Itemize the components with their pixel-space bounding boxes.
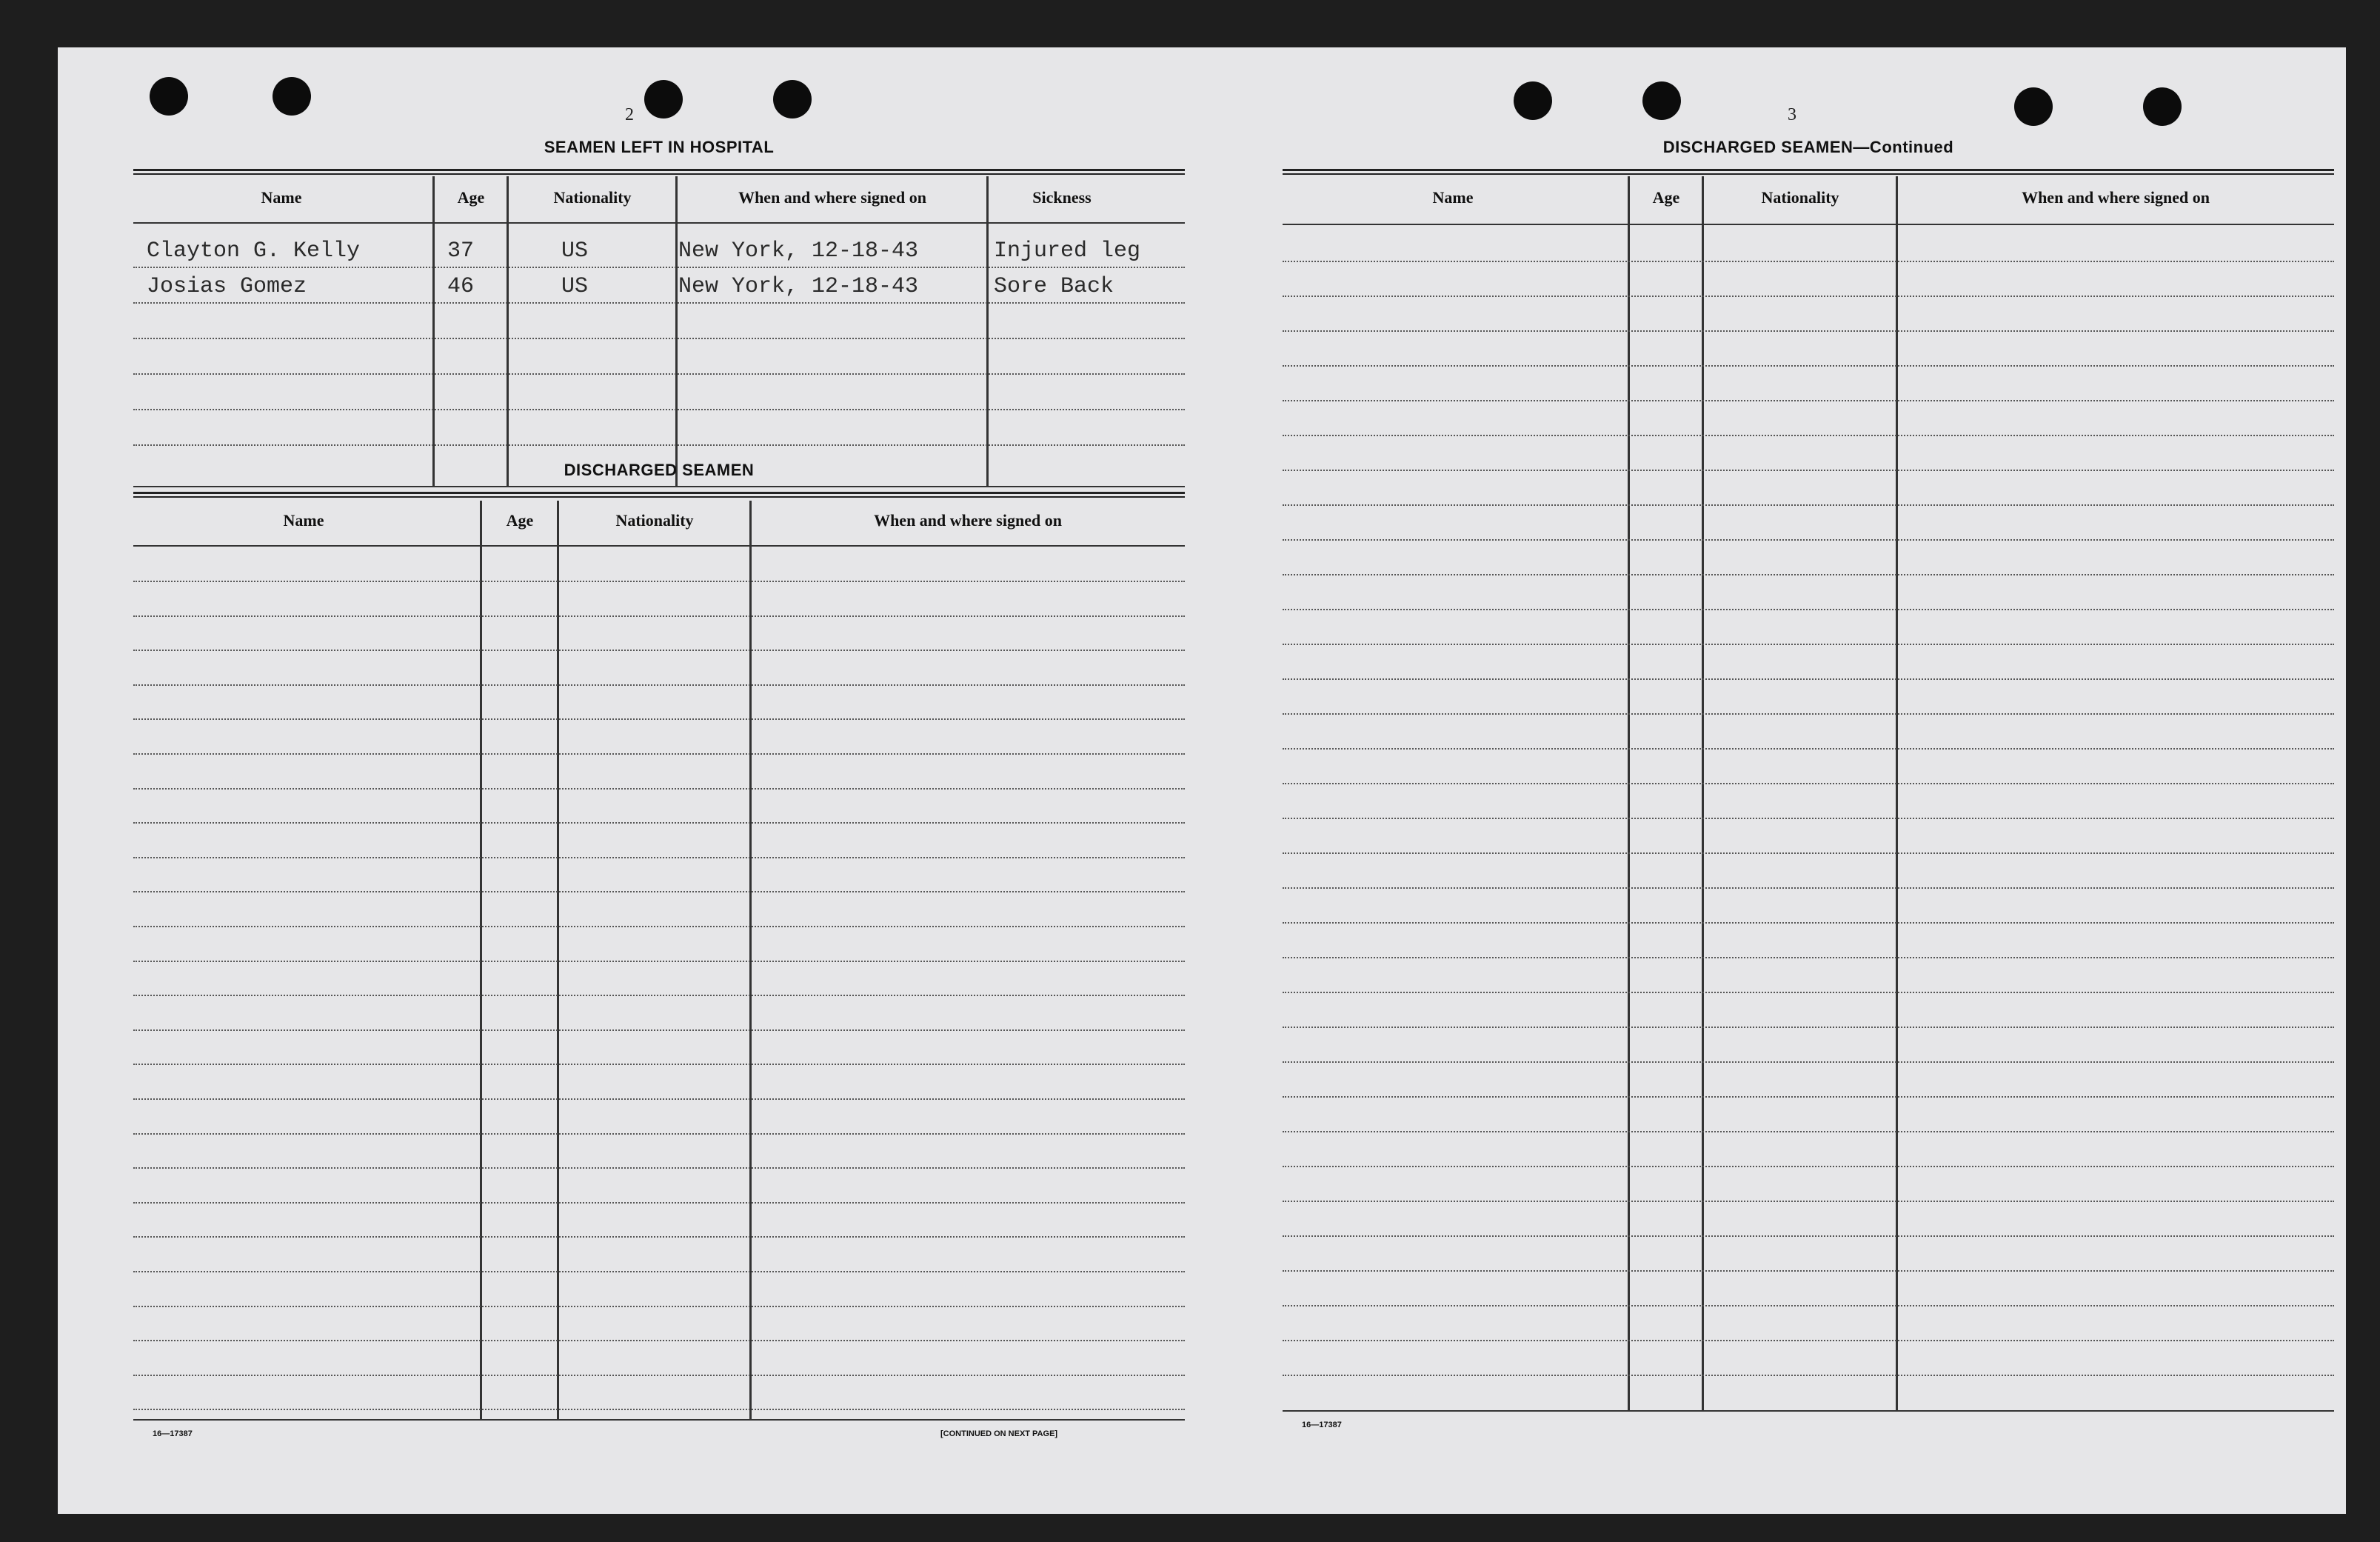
hospital-bottom-rule — [133, 486, 1185, 487]
punch-hole — [150, 77, 188, 116]
discharged-col-name: Name — [283, 511, 324, 530]
table-row-rule — [133, 1202, 1185, 1204]
right-header-rule — [1283, 224, 2334, 225]
table-row-rule — [1283, 1305, 2334, 1306]
hospital-col-name: Name — [261, 188, 302, 207]
punch-hole — [773, 80, 812, 119]
table-row-rule — [1283, 1061, 2334, 1063]
table-row-rule — [133, 1375, 1185, 1376]
hospital-row-1-sickness: Injured leg — [994, 238, 1141, 264]
table-row-rule — [1283, 922, 2334, 924]
hospital-row-rule — [133, 302, 1185, 304]
table-row-rule — [133, 753, 1185, 755]
table-row-rule — [1283, 957, 2334, 958]
table-row-rule — [133, 615, 1185, 617]
table-row-rule — [1283, 1166, 2334, 1167]
discharged-col-nationality: Nationality — [615, 511, 694, 530]
table-row-rule — [1283, 852, 2334, 854]
hospital-row-2-nationality: US — [561, 274, 589, 299]
table-row-rule — [1283, 400, 2334, 401]
right-top-rule — [1283, 169, 2334, 175]
hospital-row-rule — [133, 338, 1185, 339]
table-row-rule — [133, 1098, 1185, 1100]
discharged-bottom-rule — [133, 1419, 1185, 1421]
table-row-rule — [1283, 1096, 2334, 1098]
hospital-row-rule — [133, 267, 1185, 268]
hospital-row-rule — [133, 409, 1185, 410]
right-page-number: 3 — [1788, 105, 1796, 124]
discharged-top-rule — [133, 492, 1185, 498]
punch-hole — [273, 77, 311, 116]
discharged-col-signed-on: When and where signed on — [874, 511, 1062, 530]
punch-hole — [644, 80, 683, 119]
table-row-rule — [133, 995, 1185, 996]
hospital-section-title: SEAMEN LEFT IN HOSPITAL — [544, 138, 775, 156]
hospital-row-rule — [133, 444, 1185, 446]
table-row-rule — [133, 822, 1185, 824]
right-col-divider — [1702, 176, 1704, 1410]
table-row-rule — [1283, 504, 2334, 506]
right-col-age: Age — [1652, 188, 1680, 207]
hospital-row-2-signed-on: New York, 12-18-43 — [678, 274, 919, 299]
table-row-rule — [1283, 748, 2334, 750]
punch-hole — [1514, 81, 1552, 120]
hospital-row-1-signed-on: New York, 12-18-43 — [678, 238, 919, 264]
table-row-rule — [1283, 435, 2334, 436]
hospital-header-rule — [133, 222, 1185, 224]
table-row-rule — [1283, 296, 2334, 297]
table-row-rule — [1283, 644, 2334, 645]
table-row-rule — [1283, 574, 2334, 575]
punch-hole — [1642, 81, 1681, 120]
discharged-header-rule — [133, 545, 1185, 547]
right-bottom-rule — [1283, 1410, 2334, 1412]
table-row-rule — [1283, 713, 2334, 715]
table-row-rule — [133, 684, 1185, 686]
right-col-divider — [1896, 176, 1898, 1410]
table-row-rule — [1283, 887, 2334, 889]
document-sheet — [58, 47, 2346, 1514]
hospital-row-1-nationality: US — [561, 238, 589, 264]
table-row-rule — [133, 1029, 1185, 1031]
table-row-rule — [1283, 609, 2334, 610]
table-row-rule — [1283, 1201, 2334, 1202]
table-row-rule — [133, 1236, 1185, 1238]
table-row-rule — [1283, 1027, 2334, 1028]
table-row-rule — [133, 1306, 1185, 1307]
hospital-col-divider — [507, 176, 509, 486]
table-row-rule — [133, 1133, 1185, 1135]
hospital-row-2-sickness: Sore Back — [994, 274, 1114, 299]
hospital-col-signed-on: When and where signed on — [738, 188, 926, 207]
hospital-row-1-age: 37 — [447, 238, 475, 264]
discharged-section-title: DISCHARGED SEAMEN — [564, 461, 755, 479]
table-row-rule — [133, 718, 1185, 720]
left-page-number: 2 — [625, 105, 634, 124]
table-row-rule — [1283, 539, 2334, 541]
hospital-top-rule — [133, 169, 1185, 175]
hospital-col-age: Age — [457, 188, 485, 207]
right-col-divider — [1628, 176, 1630, 1410]
punch-hole — [2014, 87, 2053, 126]
hospital-col-divider — [675, 176, 678, 486]
hospital-row-1-name: Clayton G. Kelly — [147, 238, 361, 264]
table-row-rule — [1283, 1131, 2334, 1132]
right-col-nationality: Nationality — [1761, 188, 1839, 207]
table-row-rule — [133, 1271, 1185, 1272]
hospital-col-divider — [432, 176, 435, 486]
table-row-rule — [1283, 783, 2334, 784]
table-row-rule — [1283, 1340, 2334, 1341]
discharged-col-age: Age — [506, 511, 534, 530]
table-row-rule — [1283, 678, 2334, 680]
table-row-rule — [1283, 470, 2334, 471]
table-row-rule — [1283, 1375, 2334, 1376]
hospital-col-sickness: Sickness — [1032, 188, 1092, 207]
discharged-continued-title: DISCHARGED SEAMEN—Continued — [1662, 138, 1954, 156]
hospital-row-rule — [133, 373, 1185, 375]
continued-note: [CONTINUED ON NEXT PAGE] — [940, 1429, 1058, 1438]
table-row-rule — [133, 650, 1185, 651]
right-col-signed-on: When and where signed on — [2022, 188, 2210, 207]
table-row-rule — [1283, 992, 2334, 993]
right-col-name: Name — [1432, 188, 1474, 207]
hospital-col-divider — [986, 176, 989, 486]
hospital-row-2-age: 46 — [447, 274, 475, 299]
table-row-rule — [133, 891, 1185, 892]
hospital-row-2-name: Josias Gomez — [147, 274, 307, 299]
table-row-rule — [133, 857, 1185, 858]
table-row-rule — [133, 1340, 1185, 1341]
hospital-col-nationality: Nationality — [553, 188, 632, 207]
table-row-rule — [1283, 818, 2334, 819]
punch-hole — [2143, 87, 2182, 126]
table-row-rule — [1283, 1235, 2334, 1237]
table-row-rule — [133, 926, 1185, 927]
table-row-rule — [1283, 365, 2334, 367]
right-form-number: 16—17387 — [1302, 1421, 1342, 1429]
table-row-rule — [133, 1409, 1185, 1410]
table-row-rule — [1283, 261, 2334, 262]
table-row-rule — [133, 1167, 1185, 1169]
table-row-rule — [133, 1064, 1185, 1065]
table-row-rule — [1283, 1270, 2334, 1272]
left-form-number: 16—17387 — [153, 1429, 193, 1438]
table-row-rule — [133, 788, 1185, 790]
table-row-rule — [1283, 330, 2334, 332]
table-row-rule — [133, 961, 1185, 962]
table-row-rule — [133, 581, 1185, 582]
